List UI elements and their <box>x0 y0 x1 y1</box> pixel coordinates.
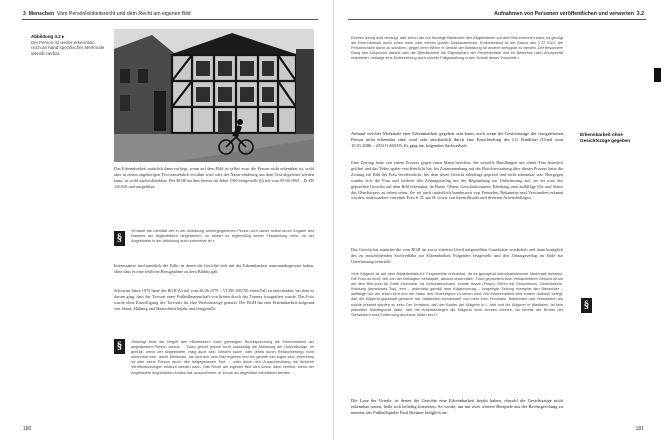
left-quote-2: »Bedingt setzt der Begriff des »Bildnisses« nach gefestigter Rechtsprechung die Erkennbarkeit der abgebildeten Person voraus … Dazu gehört jedoch nicht notwendig die Abbildung der Gesichtszüge, es genügt, wenn der Abgebildete, mag auch sein Gesicht kaum oder (etwa durch Retuschierung) nicht erkennbar sein, durch Merkmale, die sich aus dem Bild ergeben und die gerade ihm eigen sind, erkennbar ist oder seine Person durch den beigegebenen Text … oder durch den Zusammenhang mit früheren Veröffentlichungen erkannt werden kann. Das Recht am eigenen Bild wird schon dann verletzt, wenn der Abgebildete begründeten Anlass hat, anzunehmen, er könne als abgebildet identifiziert werden … <box>131 340 314 375</box>
right-header-section-number: 3.2 <box>636 11 644 17</box>
left-header-chapter-number: 3 <box>23 11 26 17</box>
right-header-rule <box>348 19 646 20</box>
left-body-paragraph-2: Interessanter sind natürlich die Fälle, in denen die Gerichte sich mit der Erkennbarkeit auseinandergesetzt haben, ohne dass es eine textliche Bezugnahme zu dem Bildnis gab. <box>114 263 314 274</box>
figure-caption-label: Abbildung 3.2 ▸ <box>31 34 65 39</box>
right-court-quote: »Die Klägerin ist auf dem Bildjedenfalls für Eingeweihte erkennbar, da es genügend individualisierende Merkmale aufweist. Die Frau ist nicht, wie von der Beklagten behauptet, absolut unkenntlich. Trotz gepixeltem bzw. verkachelterm Gesicht ist sie auf dem Bild auch für Dritte erkennbar, da Gesichtskonturen, blonde Haare (Frisur), Ohren mit Ohrschmuck, Gesichtsform, Kleidung (ärmelloses Top), eine – jedenfalls gemäß dem Klägervortrag – vorgelegte Zeitung exemplar den Betrachter – auffällige Uhr am linken Arm und die Statur des Oberkörpers zu sehen sind. Die Erkennbarkeit wird zudem dadurch belegt, daß die Klägerin glaubhaft gemacht hat, tatsächlich bundesweit von mehr eren Freunden, Bekannten und Verwandten als solche erkannt worden zu sein. Der Umstand, daß der Bruder der Klägerin in L. lebt und die Klägerin in Westfalen, ist kein plausibler Anhaltspunkt dafür, daß die Arbeitskollegen die Klägerin nicht kennen können, da bereits der Bruder der Schwestern trotz Entfernung durchaus üblich sind.« <box>351 272 563 317</box>
figure-caption-text: Die Person ist weder erkennbar noch an hand spezifischer Merkmale identifi-zierbar. <box>31 39 105 56</box>
left-quote-1: »Erlaubt die Identität der in der Abbildung wiedergegebenen Person sich daher selbst durch Angabe des Namens der Abgebildeten hingewiesen, so bedarf es regelmäßig keiner Feststellung mehr, ob der Abgebildete in der Abbildung auch erkennbar ist.« <box>131 229 314 244</box>
left-header-title: Vom Persönlichkeitsrecht und dem Recht am eigenen Bild <box>57 11 191 17</box>
photo-half-timbered-house <box>114 29 314 162</box>
left-page-number: 180 <box>23 426 32 432</box>
right-running-header <box>494 11 644 17</box>
right-body-paragraph-2: Das Gericht hat zunächst die vom BGH im zuvor zitierten Urteil aufgestellten Grundsätze wiederholt und dann bezüglich des zu entscheidenden Sachverhalts zur Erkennbarkeit Folgendes festgestellt und den Zeitungsverlag im Ende zur Unterlassung verurteilt: <box>351 247 563 264</box>
law-paragraph-icon-1: § <box>114 231 125 246</box>
right-lead-paragraph: Anhand welcher Merkmale eine Erkennbarkeit gegeben sein kann, auch wenn die Gesichtszüge der fotografierten Person nicht erkennbar sind, wird sehr anschaulich durch eine Entscheidung des LG Frankfurt (Urteil vom 10.01.2006 – 2/03 O 465/05. Es ging um folgenden Sachverhalt: <box>351 131 563 149</box>
left-header-section: Menschen <box>28 11 55 17</box>
chapter-thumb-tab <box>654 68 661 82</box>
right-page-number: 181 <box>635 426 644 432</box>
law-paragraph-icon-3: § <box>581 298 592 313</box>
right-bottom-paragraph: Die Liste der Urteile, in denen die Gerichte eine Erkennbarkeit bejaht haben, obwohl die Gesichtszüge nicht erkennbar waren, ließe sich beliebig fortsetzen. So wurde, um nur zwei weitere Beispiele aus der Rechtsprechung zu nennen, der Fußballspieler Paul Breitner lediglich an- <box>351 398 563 416</box>
right-quote-continuation: Ebenso wenig wird verlangt, daß schon der nur flüchtige Betrachter den Abgebildeten auf dem Bild erkennen kann; es genügt die Erkennbarkeit durch einen mehr oder minder großen Bekanntenkreis. Entscheidend ist der Zweck des § 22 KUG, die Persönlichkeit davor zu schützen, gegen ihren Willen in Gestalt der Abbildung für andere verfügbar zu werden. Der besondere Rang des Anspruchs darauf, daß die Öffentlichkeit die Eigensphäre der Persönlichkeit und ihr Bedürfnis nach Anonymität respektiert, verlangt eine Einbeziehung auch solcher Fallgestaltung in den Schutz dieser Vorschrift.« <box>351 36 563 61</box>
law-paragraph-icon-2: § <box>114 339 125 354</box>
left-running-header <box>23 11 191 17</box>
right-header-title: Aufnahmen von Personen veröffentlichen und verwerten <box>494 11 634 17</box>
left-header-rule <box>22 19 318 20</box>
right-body-paragraph-1: Eine Zeitung hatte von einem Prozess gegen einen Mann berichtet, der sexuelle Handlungen mit seiner Frau heimlich gefilmt und das Video später veröffentlicht hat. Im Zusammenhang mit der Berichterstattung über diesen Prozess hatte die Zeitung ein Bild der Frau veröffentlicht, bei dem deren Gesicht allerdings gepixelt und nicht erkennbar war. Hiergegen wandte sich die Frau und forderte den Zeitungsverlag mit der Begründung zur Unterlassung auf, sie sei trotz des gepixelten Gesichts auf dem Bild erkennbar, da Haare, Ohren, Gesichtskonturen, Kleidung, eine auffällige Uhr und Statur des Oberkörpers zu sehen seien. Sie sei auch tatsächlich bundesweit von Freunden, Bekannten und Verwandten erkannt worden, insbesondere von einer Frau S. D. aus H. sowie von ihrem Bruder und diversen Arbeitskollegen. <box>351 160 563 201</box>
figure-caption <box>31 34 105 56</box>
left-body-paragraph-3: Schon im Jahre 1979 hatte der BGH (Urteil vom 26.06.1979 – VI ZR 108/78) einen Fall zu entscheiden, bei dem es darum ging, dass der Torwart einer Fußballmannschaft von hinten durch das Tornetz fotografiert wurde. Das Foto wurde ohne Einwilligung des Torwarts für eine Werbeanzeige genutzt. Der BGH hat eine Erkennbarkeit aufgrund von Statur, Haltung und Haarschnitt bejaht und festgestellt: <box>114 288 314 311</box>
left-body-paragraph-1: Das Erkennbarkeit natürlich dann vorliegt, wenn auf dem Bild ist selbst zwar die Person nicht erkennbar ist, wohl aber in einem zugehörigen Text namentlich erwähnt wird oder der Name eindeutig aus dem Text abgeleitet werden kann, ist wohl nachvollziehbar. Der BGH hat dies bereits im Jahre 1965 festgestellt (Urteil vom 09.06.1965 – Ib ZR 126/63) und ausgeführt: <box>114 166 314 189</box>
right-page <box>334 0 668 440</box>
margin-heading: Erkennbarkeit ohne Gesichtszüge gegeben <box>580 132 631 143</box>
